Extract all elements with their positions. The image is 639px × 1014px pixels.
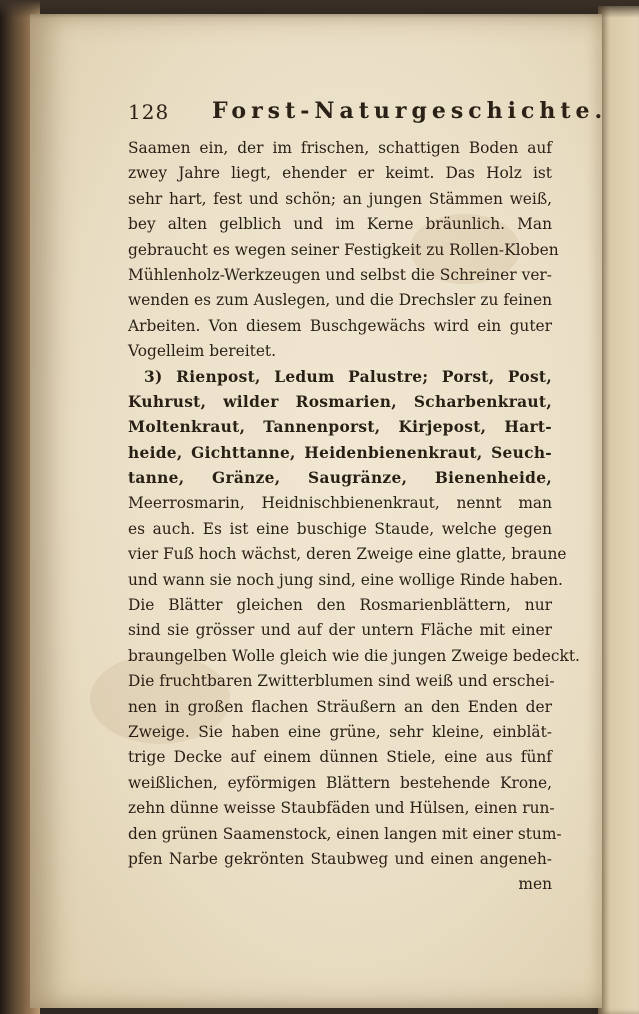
text-line: 3) Rienpost, Ledum Palustre; Porst, Post, [144,367,552,386]
text-line: heide, Gichttanne, Heidenbienenkraut, Seuch- [128,443,552,462]
text-line: bey alten gelblich und im Kerne bräunlich. Man [128,215,552,234]
text-line: Arbeiten. Von diesem Buschgewächs wird ein guter [128,316,552,335]
text-line: zwey Jahre liegt, ehender er keimt. Das Holz ist [128,164,552,183]
text-line: Moltenkraut, Tannenporst, Kirjepost, Hart- [128,418,552,437]
text-line: tanne, Gränze, Saugränze, Bienenheide, [128,469,552,488]
text-line: sind sie grösser und auf der untern Fläche mit einer [128,621,552,640]
text-line: gebraucht es wegen seiner Festigkeit zu Rollen-Kloben [128,240,559,259]
text-line: weißlichen, eyförmigen Blättern bestehende Krone, [128,773,552,792]
page-header [128,98,608,132]
text-line: zehn dünne weisse Staubfäden und Hülsen, einen run- [128,799,555,818]
top-shadow [0,0,639,18]
text-line: nen in großen flachen Sträußern an den Enden der [128,697,552,716]
text-line: Mühlenholz-Werkzeugen und selbst die Schreiner ver- [128,265,552,284]
text-line: Meerrosmarin, Heidnischbienenkraut, nennt man [128,494,552,513]
text-line: trige Decke auf einem dünnen Stiele, eine aus fünf [128,748,552,767]
text-line: Vogelleim bereitet. [128,342,277,361]
facing-page-edge [598,6,639,1014]
text-line: wenden es zum Auslegen, und die Drechsler zu feinen [128,291,552,310]
text-line: Kuhrust, wilder Rosmarien, Scharbenkraut, [128,392,552,411]
body-text [128,136,580,898]
text-line: Die fruchtbaren Zwitterblumen sind weiß und erschei- [128,672,555,691]
text-line: und wann sie noch jung sind, eine wollige Rinde haben. [128,570,563,589]
page-number: 128 [128,100,170,124]
text-line: braungelben Wolle gleich wie die jungen Zweige bedeckt. [128,646,580,665]
text-line: Zweige. Sie haben eine grüne, sehr kleine, einblät- [128,722,552,741]
running-title: Forst-Naturgeschichte. [212,98,608,124]
text-line: Saamen ein, der im frischen, schattigen Boden auf [128,139,552,157]
text-line: pfen Narbe gekrönten Staubweg und einen angeneh- [128,849,552,868]
catchword: men [518,875,552,894]
text-line: den grünen Saamenstock, einen langen mit einer stum- [128,824,562,843]
text-line: Die Blätter gleichen den Rosmarienblättern, nur [128,596,552,615]
text-line: es auch. Es ist eine buschige Staude, welche gegen [128,519,552,538]
text-line: vier Fuß hoch wächst, deren Zweige eine glatte, braune [128,545,567,564]
text-line: sehr hart, fest und schön; an jungen Stämmen weiß, [128,189,552,208]
